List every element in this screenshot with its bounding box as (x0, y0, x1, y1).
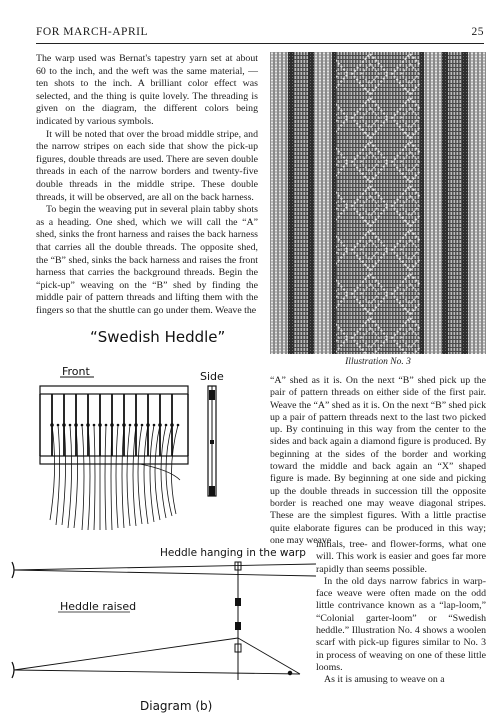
right-lower-text (316, 539, 486, 687)
warp-lines-hanging (12, 562, 316, 578)
warp-lines-raised (12, 638, 300, 678)
running-header (36, 26, 484, 42)
left-column-text (36, 53, 258, 317)
page-number: 25 (471, 26, 484, 38)
hanging-label: Heddle hanging in the warp (160, 547, 306, 559)
side-label: Side (200, 370, 224, 383)
heddle-diagram (0, 540, 316, 720)
paragraph: As it is amusing to weave on a (324, 674, 445, 686)
raised-label: Heddle raised (60, 600, 137, 613)
paragraph: “A” shed as it is. On the next “B” shed pick up the pair of pattern threads on either side of the first pair. Weave the “A” shed as it is. On the next “B” shed pick up a pair of pattern threads next to the last two picked up. By continuing in this way from the center to the sides and back again a diamond figure is produced. By beginning at the sides of the border and working toward the middle and back again an “X” shaped figure is made. By beginning at one side and picking up the double threads in succession till the opposite border is reached one may weave diagonal stripes. These are the simplest figures. With a little practise quite elaborate figures can be produced in this way; one may weave (270, 375, 486, 546)
paragraph: To begin the weaving put in several plain tabby shots as a heading. One shed, which we will call the “A” shed, sinks the front harness and raises the back harness that carries all the double threads. The opposite shed, the “B” shed, sinks the back harness and raises the front harness that carries the background threads. Begin the “pick-up” weaving on the “B” shed by finding the middle pair of pattern threads and lifting them with the fingers so that the shuttle can go under them. Weave the (36, 204, 258, 316)
front-label: Front (62, 365, 90, 378)
paragraph: It will be noted that over the broad middle stripe, and the narrow stripes on each side that show the pick-up figures, double threads are used. There are seven double threads in each of the narrow borders and twenty-five double threads in the middle stripe. These double threads, it will be observed, are all on the back harness. (36, 128, 258, 203)
photo-caption: Illustration No. 3 (345, 357, 411, 367)
heddle-column (235, 562, 241, 680)
paragraph: In the old days narrow fabrics in warp-face weave were often made on the odd little contrivance known as a “lap-loom,” “Colonial garter-loom” or “Swedish heddle.” Illustration No. 4 shows a woolen scarf with pick-up figures similar to No. 3 in process of weaving on one of these little looms. (316, 575, 486, 673)
diagram-caption: Diagram (b) (140, 699, 213, 713)
heddle-side-view (208, 386, 216, 496)
header-title: FOR MARCH-APRIL (36, 26, 148, 38)
heddle-front-view (40, 386, 188, 530)
right-column-text (270, 375, 486, 547)
sketch-title: “Swedish Heddle” (90, 328, 226, 346)
paragraph: initials, tree- and flower-forms, what one will. This work is easier and goes far more rapidly than seems possible. (316, 539, 486, 575)
paragraph: The warp used was Bernat's tapestry yarn set at about 60 to the inch, and the weft was the same material, — ten shots to the inch. A brilliant color effect was selected, and the thing is quite lovely. The threading is given on the diagram, the different colors being indicated by various symbols. (36, 53, 258, 127)
header-rule (36, 43, 484, 44)
woven-fabric-photo (270, 52, 486, 354)
